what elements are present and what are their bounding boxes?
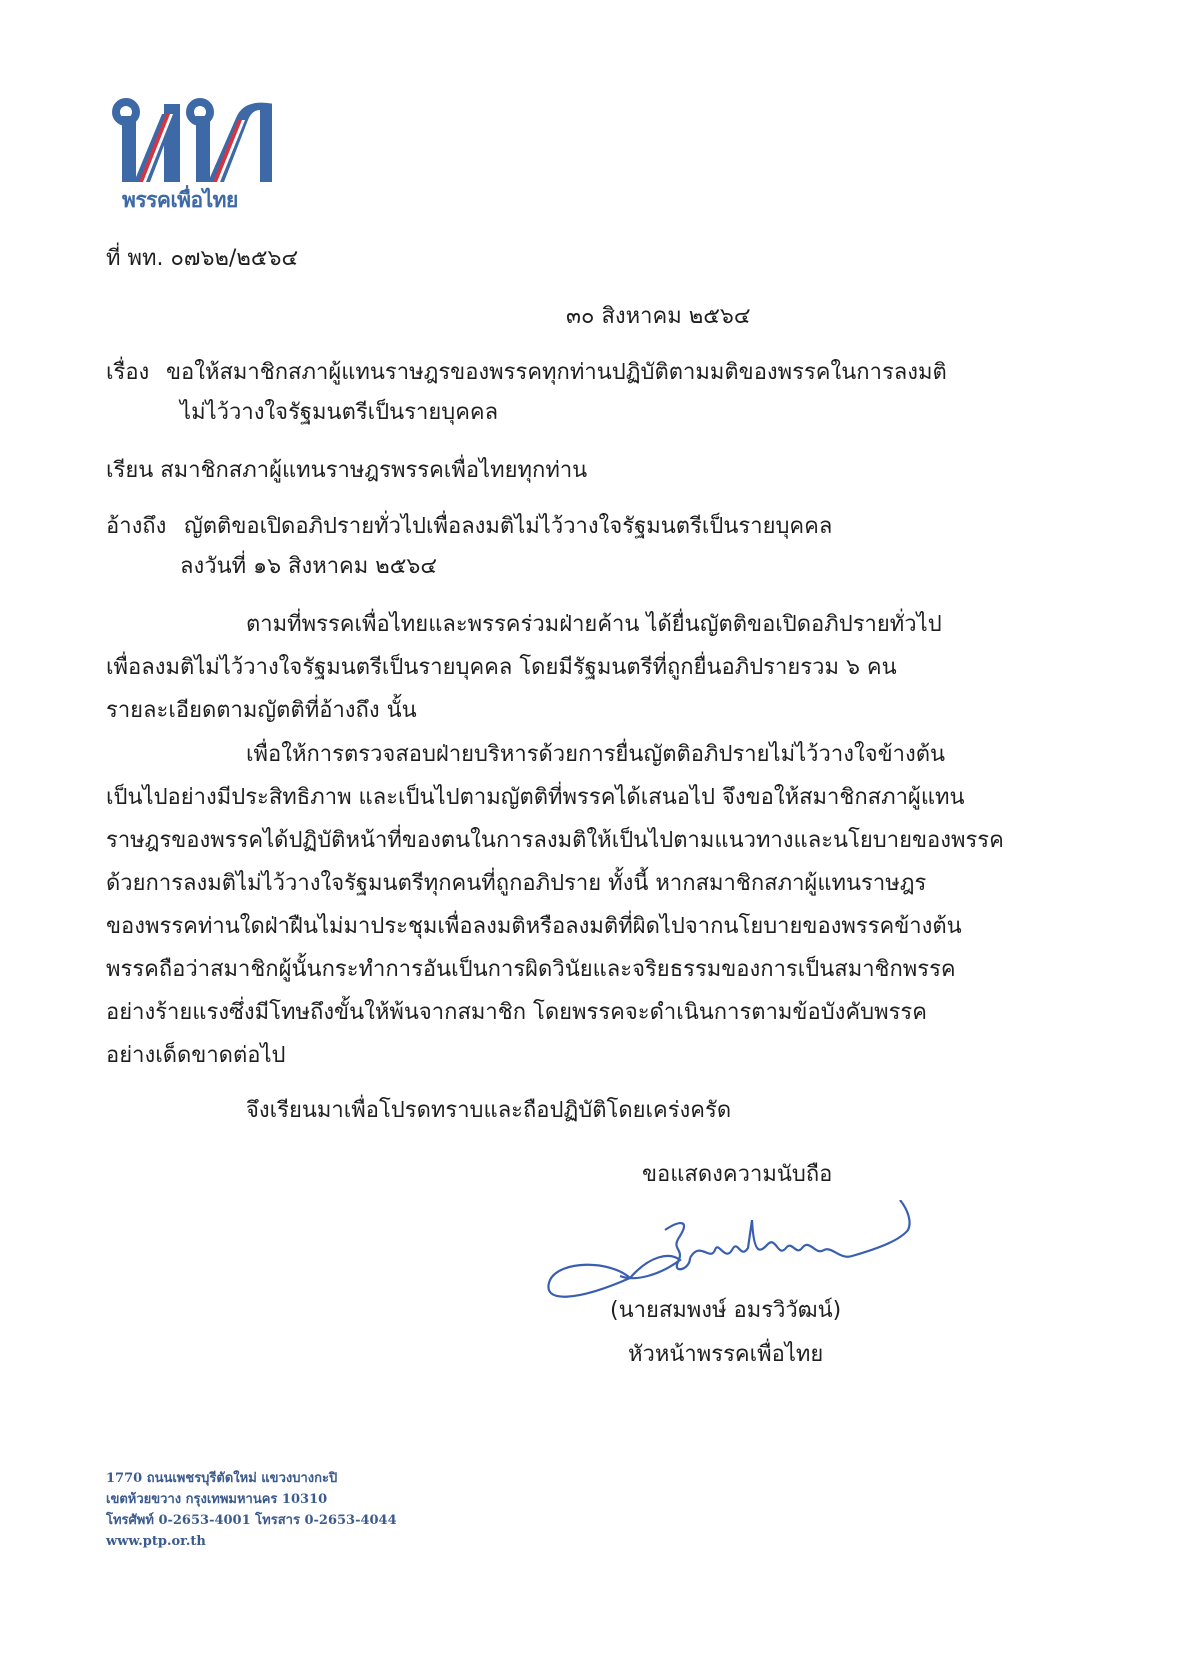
- document-date: ๓๐ สิงหาคม ๒๕๖๔: [566, 304, 751, 329]
- body-paragraph-2-line: ของพรรคท่านใดฝ่าฝืนไม่มาประชุมเพื่อลงมติหรือลงมติที่ผิดไปจากนโยบายของพรรคข้างต้น: [106, 914, 962, 939]
- body-paragraph-2-line: อย่างเด็ดขาดต่อไป: [106, 1043, 286, 1068]
- reference-text-line-2: ลงวันที่ ๑๖ สิงหาคม ๒๕๖๔: [180, 554, 438, 579]
- signer-title: หัวหน้าพรรคเพื่อไทย: [628, 1342, 824, 1367]
- subject-text-line-2: ไม่ไว้วางใจรัฐมนตรีเป็นรายบุคคล: [180, 400, 499, 425]
- body-paragraph-2-line: อย่างร้ายแรงซึ่งมีโทษถึงขั้นให้พ้นจากสมาชิก โดยพรรคจะดำเนินการตามข้อบังคับพรรค: [106, 1000, 927, 1025]
- body-paragraph-2-line: ราษฎรของพรรคได้ปฏิบัติหน้าที่ของตนในการลงมติให้เป็นไปตามแนวทางและนโยบายของพรรค: [106, 828, 1004, 853]
- subject-label: เรื่อง: [106, 360, 150, 385]
- handwritten-signature-icon: [540, 1200, 950, 1310]
- party-name-logo-text: พรรคเพื่อไทย: [122, 188, 238, 212]
- body-paragraph-1-line: ตามที่พรรคเพื่อไทยและพรรคร่วมฝ่ายค้าน ได้ยื่นญัตติขอเปิดอภิปรายทั่วไป: [246, 612, 942, 637]
- body-paragraph-2-line: พรรคถือว่าสมาชิกผู้นั้นกระทำการอันเป็นการผิดวินัยและจริยธรรมของการเป็นสมาชิกพรรค: [106, 957, 956, 982]
- footer-address-line-1: 1770 ถนนเพชรบุรีตัดใหม่ แขวงบางกะปิ: [106, 1471, 338, 1486]
- footer-address-line-2: เขตห้วยขวาง กรุงเทพมหานคร 10310: [106, 1492, 328, 1507]
- footer-phone-fax: โทรศัพท์ 0-2653-4001 โทรสาร 0-2653-4044: [106, 1513, 397, 1528]
- body-paragraph-1-line: รายละเอียดตามญัตติที่อ้างถึง นั้น: [106, 698, 417, 723]
- footer-website-link[interactable]: www.ptp.or.th: [106, 1534, 206, 1549]
- letterhead-footer: [106, 1468, 397, 1552]
- recipient-line: เรียน สมาชิกสภาผู้แทนราษฎรพรรคเพื่อไทยทุกท่าน: [106, 458, 588, 483]
- body-paragraph-2-line: เป็นไปอย่างมีประสิทธิภาพ และเป็นไปตามญัตติที่พรรคได้เสนอไป จึงขอให้สมาชิกสภาผู้แทน: [106, 785, 965, 810]
- document-number: ที่ พท. ๐๗๖๒/๒๕๖๔: [106, 246, 299, 271]
- body-paragraph-1-line: เพื่อลงมติไม่ไว้วางใจรัฐมนตรีเป็นรายบุคคล โดยมีรัฐมนตรีที่ถูกยื่นอภิปรายรวม ๖ คน: [106, 655, 897, 680]
- reference-text-line-1: ญัตติขอเปิดอภิปรายทั่วไปเพื่อลงมติไม่ไว้วางใจรัฐมนตรีเป็นรายบุคคล: [184, 514, 833, 539]
- signer-name: (นายสมพงษ์ อมรวิวัฒน์): [610, 1298, 842, 1323]
- closing-statement: จึงเรียนมาเพื่อโปรดทราบและถือปฏิบัติโดยเคร่งครัด: [246, 1098, 732, 1123]
- body-paragraph-2-line: เพื่อให้การตรวจสอบฝ่ายบริหารด้วยการยื่นญัตติอภิปรายไม่ไว้วางใจข้างต้น: [246, 742, 946, 767]
- body-paragraph-2-line: ด้วยการลงมติไม่ไว้วางใจรัฐมนตรีทุกคนที่ถูกอภิปราย ทั้งนี้ หากสมาชิกสภาผู้แทนราษฎร: [106, 871, 927, 896]
- subject-text-line-1: ขอให้สมาชิกสภาผู้แทนราษฎรของพรรคทุกท่านปฏิบัติตามมติของพรรคในการลงมติ: [166, 360, 947, 385]
- reference-label: อ้างถึง: [106, 514, 167, 539]
- regards-text: ขอแสดงความนับถือ: [642, 1162, 833, 1187]
